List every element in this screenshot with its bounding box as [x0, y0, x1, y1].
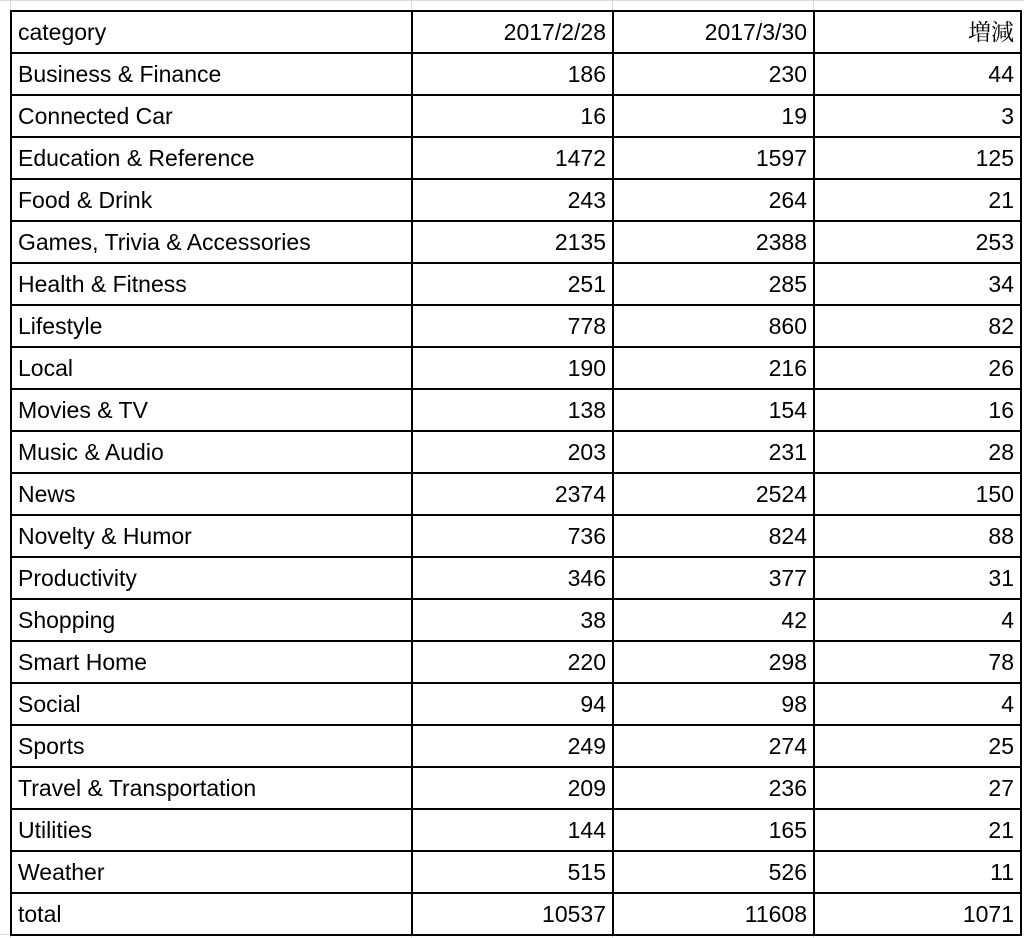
- cell-date-1[interactable]: 778: [412, 305, 613, 347]
- cell-category[interactable]: Music & Audio: [11, 431, 412, 473]
- cell-date-1[interactable]: 2374: [412, 473, 613, 515]
- cell-category[interactable]: News: [11, 473, 412, 515]
- table-row: [11, 95, 1021, 137]
- cell-category[interactable]: Travel & Transportation: [11, 767, 412, 809]
- cell-total-date-2[interactable]: 11608: [613, 893, 814, 935]
- cell-difference[interactable]: 4: [814, 683, 1021, 725]
- cell-difference[interactable]: 88: [814, 515, 1021, 557]
- cell-date-2[interactable]: 274: [613, 725, 814, 767]
- cell-category[interactable]: Utilities: [11, 809, 412, 851]
- cell-difference[interactable]: 125: [814, 137, 1021, 179]
- table-row: [11, 641, 1021, 683]
- cell-difference[interactable]: 3: [814, 95, 1021, 137]
- cell-difference[interactable]: 78: [814, 641, 1021, 683]
- table-row: [11, 263, 1021, 305]
- table-row: [11, 599, 1021, 641]
- cell-difference[interactable]: 25: [814, 725, 1021, 767]
- cell-date-2[interactable]: 19: [613, 95, 814, 137]
- cell-date-2[interactable]: 285: [613, 263, 814, 305]
- cell-category[interactable]: Weather: [11, 851, 412, 893]
- cell-difference[interactable]: 82: [814, 305, 1021, 347]
- table-row: [11, 515, 1021, 557]
- header-category[interactable]: category: [11, 11, 412, 53]
- cell-date-2[interactable]: 377: [613, 557, 814, 599]
- cell-total-difference[interactable]: 1071: [814, 893, 1021, 935]
- cell-difference[interactable]: 11: [814, 851, 1021, 893]
- table-row: [11, 347, 1021, 389]
- cell-date-1[interactable]: 249: [412, 725, 613, 767]
- table-header-row: [11, 11, 1021, 53]
- cell-date-1[interactable]: 1472: [412, 137, 613, 179]
- cell-date-1[interactable]: 209: [412, 767, 613, 809]
- cell-date-2[interactable]: 2524: [613, 473, 814, 515]
- cell-category[interactable]: Sports: [11, 725, 412, 767]
- table-row: [11, 683, 1021, 725]
- cell-category[interactable]: Food & Drink: [11, 179, 412, 221]
- cell-date-1[interactable]: 186: [412, 53, 613, 95]
- cell-difference[interactable]: 21: [814, 809, 1021, 851]
- cell-date-2[interactable]: 154: [613, 389, 814, 431]
- cell-date-1[interactable]: 138: [412, 389, 613, 431]
- cell-date-1[interactable]: 203: [412, 431, 613, 473]
- cell-date-1[interactable]: 346: [412, 557, 613, 599]
- cell-date-1[interactable]: 94: [412, 683, 613, 725]
- cell-date-1[interactable]: 16: [412, 95, 613, 137]
- cell-category[interactable]: Games, Trivia & Accessories: [11, 221, 412, 263]
- cell-date-2[interactable]: 1597: [613, 137, 814, 179]
- cell-date-1[interactable]: 515: [412, 851, 613, 893]
- cell-date-1[interactable]: 190: [412, 347, 613, 389]
- table-row: [11, 389, 1021, 431]
- header-date-1[interactable]: 2017/2/28: [412, 11, 613, 53]
- cell-date-2[interactable]: 216: [613, 347, 814, 389]
- table-row: [11, 137, 1021, 179]
- cell-category[interactable]: Productivity: [11, 557, 412, 599]
- cell-category[interactable]: Health & Fitness: [11, 263, 412, 305]
- cell-difference[interactable]: 253: [814, 221, 1021, 263]
- table-row: [11, 473, 1021, 515]
- cell-date-2[interactable]: 42: [613, 599, 814, 641]
- cell-date-2[interactable]: 298: [613, 641, 814, 683]
- table-row: [11, 809, 1021, 851]
- cell-category[interactable]: Smart Home: [11, 641, 412, 683]
- gridline-horizontal: [0, 0, 1024, 1]
- cell-date-1[interactable]: 220: [412, 641, 613, 683]
- cell-category[interactable]: Connected Car: [11, 95, 412, 137]
- category-count-table: [10, 10, 1022, 936]
- cell-difference[interactable]: 4: [814, 599, 1021, 641]
- cell-date-2[interactable]: 230: [613, 53, 814, 95]
- cell-difference[interactable]: 150: [814, 473, 1021, 515]
- cell-category[interactable]: Novelty & Humor: [11, 515, 412, 557]
- table-row: [11, 557, 1021, 599]
- cell-difference[interactable]: 16: [814, 389, 1021, 431]
- cell-date-2[interactable]: 824: [613, 515, 814, 557]
- cell-difference[interactable]: 44: [814, 53, 1021, 95]
- cell-date-1[interactable]: 2135: [412, 221, 613, 263]
- cell-difference[interactable]: 31: [814, 557, 1021, 599]
- table-row: [11, 725, 1021, 767]
- cell-date-2[interactable]: 236: [613, 767, 814, 809]
- cell-category[interactable]: Movies & TV: [11, 389, 412, 431]
- cell-category[interactable]: Local: [11, 347, 412, 389]
- table-row: [11, 767, 1021, 809]
- cell-difference[interactable]: 34: [814, 263, 1021, 305]
- cell-date-2[interactable]: 165: [613, 809, 814, 851]
- table-row: [11, 179, 1021, 221]
- cell-difference[interactable]: 26: [814, 347, 1021, 389]
- cell-difference[interactable]: 21: [814, 179, 1021, 221]
- cell-category[interactable]: Education & Reference: [11, 137, 412, 179]
- cell-category[interactable]: Lifestyle: [11, 305, 412, 347]
- table-row: [11, 53, 1021, 95]
- cell-date-1[interactable]: 38: [412, 599, 613, 641]
- cell-difference[interactable]: 27: [814, 767, 1021, 809]
- cell-date-1[interactable]: 736: [412, 515, 613, 557]
- cell-category[interactable]: Business & Finance: [11, 53, 412, 95]
- cell-date-1[interactable]: 243: [412, 179, 613, 221]
- cell-date-2[interactable]: 860: [613, 305, 814, 347]
- cell-date-2[interactable]: 98: [613, 683, 814, 725]
- cell-date-2[interactable]: 526: [613, 851, 814, 893]
- cell-category[interactable]: Social: [11, 683, 412, 725]
- table-row: [11, 221, 1021, 263]
- cell-difference[interactable]: 28: [814, 431, 1021, 473]
- cell-date-2[interactable]: 2388: [613, 221, 814, 263]
- cell-total-label[interactable]: total: [11, 893, 412, 935]
- cell-date-1[interactable]: 144: [412, 809, 613, 851]
- cell-date-2[interactable]: 231: [613, 431, 814, 473]
- table-row: [11, 305, 1021, 347]
- table-total-row: [11, 893, 1021, 935]
- cell-category[interactable]: Shopping: [11, 599, 412, 641]
- cell-date-1[interactable]: 251: [412, 263, 613, 305]
- cell-total-date-1[interactable]: 10537: [412, 893, 613, 935]
- table-row: [11, 431, 1021, 473]
- header-difference[interactable]: 増減: [814, 11, 1021, 53]
- table-row: [11, 851, 1021, 893]
- cell-date-2[interactable]: 264: [613, 179, 814, 221]
- header-date-2[interactable]: 2017/3/30: [613, 11, 814, 53]
